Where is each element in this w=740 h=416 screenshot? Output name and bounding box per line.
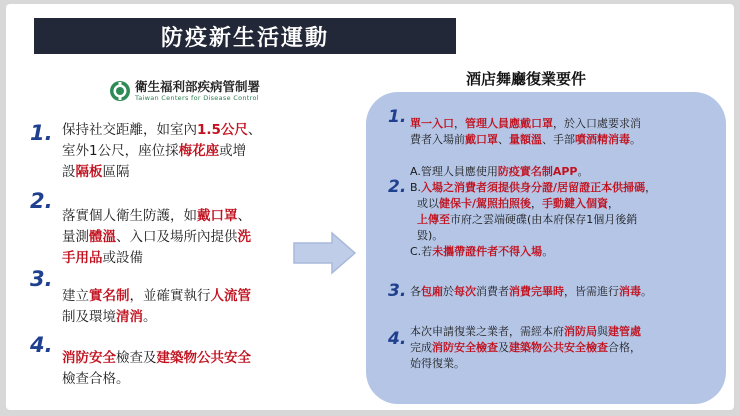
text-line [410, 284, 652, 300]
text-line [410, 244, 656, 260]
text-line [410, 196, 656, 212]
left-item-1 [62, 120, 261, 183]
text-line [62, 141, 261, 162]
highlight-text: 建管處 [608, 325, 641, 338]
text-line [62, 307, 251, 328]
requirements-panel [366, 92, 726, 404]
body-text: 檢查合格。 [62, 371, 130, 387]
highlight-text: 實名制 [89, 288, 130, 304]
body-text: ， [645, 181, 657, 194]
body-text: 本次申請復業之業者，需經本府 [410, 325, 564, 338]
highlight-text: 上傳至 [417, 213, 450, 226]
left-item-2 [62, 206, 251, 269]
highlight-text: 單一入口 [410, 117, 454, 130]
body-text: 建立 [62, 288, 89, 304]
body-text: 、入口及場所內提供 [116, 229, 238, 245]
highlight-text: 清消 [116, 309, 143, 325]
slide [6, 4, 734, 410]
body-text: 制及環境 [62, 309, 116, 325]
highlight-text: 消毒 [619, 285, 641, 298]
right-item-2 [410, 164, 656, 260]
body-text: 合格， [608, 341, 641, 354]
right-arrow-icon [292, 230, 358, 276]
highlight-text: 未攜帶證件者不得入場 [432, 245, 543, 258]
body-text: 。 [143, 309, 157, 325]
highlight-text: 入場之消費者須提供身分證/居留證正本供掃碼 [421, 181, 646, 194]
cdc-logo [109, 80, 260, 102]
body-text: 。 [542, 245, 554, 258]
left-number-4: 4. [30, 333, 53, 357]
text-line [62, 248, 251, 269]
text-line [62, 227, 251, 248]
text-line [410, 356, 641, 372]
body-text: 。 [577, 165, 589, 178]
body-text: 室外1公尺，座位採 [62, 143, 179, 159]
right-number-2: 2. [388, 177, 407, 197]
highlight-text: 1.5公尺 [197, 122, 248, 138]
text-line [410, 132, 641, 148]
body-text: 完成 [410, 341, 432, 354]
body-text: 、 [237, 208, 251, 224]
right-number-3: 3. [388, 281, 407, 301]
cdc-name-en: Taiwan Centers for Disease Control [135, 94, 259, 102]
body-text: 及 [498, 341, 509, 354]
body-text: 或設備 [102, 250, 143, 266]
right-item-1 [410, 116, 641, 148]
body-text: B. [410, 181, 422, 194]
body-text: 檢查及 [116, 350, 157, 366]
cdc-emblem-icon [109, 80, 131, 102]
body-text: 或以 [410, 197, 439, 210]
text-line [62, 348, 251, 369]
cdc-name-cn: 衛生福利部疾病管制署 [135, 79, 261, 94]
body-text: 或增 [219, 143, 247, 159]
right-number-4: 4. [388, 329, 407, 349]
text-line [410, 164, 656, 180]
highlight-text: 體溫 [89, 229, 116, 245]
body-text: 始得復業。 [410, 357, 465, 370]
body-text: 於 [443, 285, 454, 298]
highlight-text: 隔板 [75, 164, 103, 180]
highlight-text: 消防安全 [62, 350, 116, 366]
body-text: ，並確實執行 [129, 288, 211, 304]
body-text: 各 [410, 285, 421, 298]
text-line [410, 228, 656, 244]
right-number-1: 1. [388, 107, 407, 127]
text-line [62, 369, 251, 390]
text-line [410, 180, 656, 196]
right-item-3 [410, 284, 652, 300]
highlight-text: 量額溫 [509, 133, 542, 146]
highlight-text: 防疫實名制APP [497, 165, 578, 178]
highlight-text: 梅花座 [178, 143, 220, 159]
body-text: ，皆需進行 [564, 285, 619, 298]
text-line [410, 212, 656, 228]
body-text: 費者入場前 [410, 133, 465, 146]
text-line [410, 324, 641, 340]
body-text: ， [608, 197, 620, 210]
body-text: ， [454, 117, 465, 130]
text-line [62, 286, 251, 307]
highlight-text: 建築物公共安全 [156, 350, 251, 366]
body-text: A.管理人員應使用 [410, 165, 498, 178]
highlight-text: 手用品 [62, 250, 103, 266]
body-text: 區隔 [102, 164, 130, 180]
body-text: 落實個人衛生防護，如 [62, 208, 197, 224]
highlight-text: 建築物公共安全檢查 [509, 341, 608, 354]
body-text: 。 [641, 285, 652, 298]
left-number-3: 3. [30, 267, 53, 291]
highlight-text: 每次 [454, 285, 476, 298]
body-text: 設 [62, 164, 76, 180]
highlight-text: 戴口罩 [465, 133, 498, 146]
right-item-4 [410, 324, 641, 372]
body-text: C.若 [410, 245, 433, 258]
body-text: 、 [247, 122, 262, 138]
left-number-2: 2. [30, 189, 53, 213]
highlight-text: 手動鍵入個資 [542, 197, 609, 210]
highlight-text: 包廂 [421, 285, 443, 298]
highlight-text: 洗 [237, 229, 251, 245]
text-line [62, 206, 251, 227]
page-title: 防疫新生活運動 [34, 18, 456, 54]
body-text: 保持社交距離，如室內 [62, 122, 197, 138]
highlight-text: 管理人員應戴口罩 [465, 117, 553, 130]
body-text [410, 213, 417, 226]
text-line [410, 340, 641, 356]
body-text: 消費者 [476, 285, 509, 298]
right-title: 酒店舞廳復業要件 [466, 70, 587, 88]
highlight-text: 人流管 [210, 288, 251, 304]
highlight-text: 消費完畢時 [509, 285, 564, 298]
text-line [410, 116, 641, 132]
left-number-1: 1. [30, 121, 53, 145]
body-text: ，於入口處要求消 [553, 117, 641, 130]
body-text: 毀)。 [410, 229, 444, 242]
highlight-text: 健保卡/駕照拍照後 [439, 197, 532, 210]
body-text: 。 [630, 133, 641, 146]
highlight-text: 戴口罩 [197, 208, 238, 224]
highlight-text: 消防局 [564, 325, 597, 338]
text-line [62, 120, 261, 141]
body-text: 、 [498, 133, 509, 146]
body-text: ， [531, 197, 543, 210]
text-line [62, 162, 261, 183]
highlight-text: 消防安全檢查 [432, 341, 498, 354]
left-item-4 [62, 348, 251, 390]
highlight-text: 噴酒精消毒 [575, 133, 630, 146]
body-text: 市府之雲端硬碟(由本府保存1個月後銷 [450, 213, 638, 226]
body-text: 量測 [62, 229, 89, 245]
body-text: 、手部 [542, 133, 575, 146]
body-text: 與 [597, 325, 608, 338]
left-item-3 [62, 286, 251, 328]
